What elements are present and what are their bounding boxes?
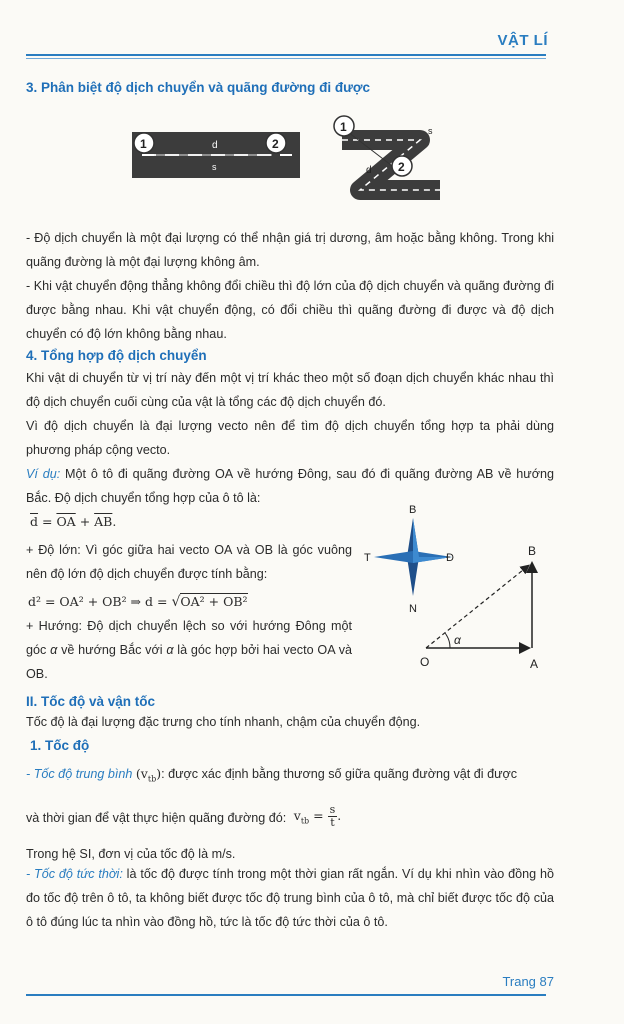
example-label: Ví dụ: [26,467,61,481]
vec-ab: $\overline{AB}$ [94,514,113,529]
avg-sym-v: (v [135,766,148,781]
section-4-para-1: Khi vật di chuyển từ vị trí này đến một vị trí khác theo một số đoạn dịch chuyển khác nhau thì độ dịch chuyển cuối cùng của vật là tổng các độ dịch chuyển đó. [26,371,554,409]
compass-east: Đ [446,552,454,564]
subsection-1-title: 1. Tốc độ [30,738,90,753]
example-text: Một ô tô đi quãng đường OA về hướng Đông, sau đó đi quãng đường AB về hướng Bắc. Độ dịch chuyển tổng hợp của ô tô là: [26,467,555,505]
avg-speed-text: : được xác định bằng thương số giữa quãng đường vật đi được [161,767,518,781]
alpha-1: α [50,643,58,657]
avg-speed-formula-line [26,804,554,834]
magnitude-paragraph: + Độ lớn: Vì góc giữa hai vecto OA và OB là góc vuông nên độ lớn độ dịch chuyển được tính bằng: [26,543,352,581]
direction-b: về hướng Bắc với [57,643,167,657]
pin-1-straight-label: 1 [140,137,147,151]
compass-rose [374,518,452,596]
pin-2-zigzag-label: 2 [398,160,405,174]
avg-speed-formula: $v_{tb}$ = $\frac{s}{t}$ . [293,803,342,829]
section-4-para-2: Vì độ dịch chuyển là đại lượng vecto nên để tìm độ dịch chuyển tổng hợp ta phải dùng phương pháp cộng vecto. [26,419,554,457]
alpha-2: α [166,643,174,657]
avg-speed-line [26,762,554,792]
direction-c: là góc hợp bởi hai vecto OA và OB. [26,643,352,681]
formula-sub: tb [300,816,310,826]
direction-a: + Hướng: Độ dịch chuyển lệch so với hướng Đông một góc [26,619,352,657]
tri-alpha: α [454,633,461,647]
vec-oa: $\overline{OA}$ [56,514,76,529]
vec-d: $\overline{d}$ [30,514,39,529]
section-4-title: 4. Tổng hợp độ dịch chuyển [26,348,207,363]
avg-speed-label: - Tốc độ trung bình [26,767,133,781]
formula-left: d² = OA² + OB² ⇒ d = [28,594,172,609]
label-d-zigzag: d [366,165,372,176]
label-d-straight: d [212,140,218,151]
subject-title: VẬT LÍ [497,32,548,49]
direction-paragraph [26,614,352,686]
compass-west: T [364,552,371,564]
footer-rule [26,994,546,996]
avg-speed-symbol [135,766,162,784]
inst-speed-paragraph [26,862,554,934]
unit-text: Trong hệ SI, đơn vị của tốc độ là m/s. [26,847,236,861]
vector-diagram [362,500,562,685]
compass-south: N [409,603,417,615]
formula-root: OA² + OB² [180,594,248,609]
pin-1-zigzag-label: 1 [340,120,347,134]
label-s-zigzag: s [428,126,433,136]
frac-den: t [330,816,335,829]
inst-speed-label: - Tốc độ tức thời: [26,867,123,881]
frac-num: s [329,803,336,816]
section-ii-title: II. Tốc độ và vận tốc [26,694,156,709]
compass-north: B [409,504,417,516]
avg-sym-sub: tb [147,774,157,784]
road-figures [120,110,460,210]
section-3-para-2: - Khi vật chuyển động thẳng không đổi chiều thì độ lớn của độ dịch chuyển và quãng đường đi được bằng nhau. Khi vật chuyển động, có đổi chiều thì quãng đường đi được và độ dịch chuyển có độ lớn không bằng nhau. [26,279,554,341]
tri-b: B [528,544,537,558]
tri-o: O [420,655,430,669]
angle-arc [445,633,450,648]
header-rule-thin [26,58,546,59]
vector-ob [426,566,528,648]
section-ii-intro: Tốc độ là đại lượng đặc trưng cho tính nhanh, chậm của chuyển động. [26,715,421,729]
page-number: Trang 87 [502,974,554,989]
section-3-title: 3. Phân biệt độ dịch chuyển và quãng đường đi được [26,80,371,95]
tri-a: A [530,657,539,671]
avg-speed-text-2: và thời gian để vật thực hiện quãng đường đó: [26,811,287,826]
header-rule [26,54,546,56]
section-3-para-1: - Độ dịch chuyển là một đại lượng có thể nhận giá trị dương, âm hoặc bằng không. Trong khi quãng đường là một đại lượng không âm. [26,231,554,269]
label-s-straight: s [212,162,217,172]
inst-speed-text: là tốc độ được tính trong một thời gian rất ngắn. Ví dụ khi nhìn vào đồng hồ đo tốc độ trên ô tô, ta không biết được tốc độ trung bình của ô tô, mà chỉ biết được tốc độ của ô tô đúng lúc ta nhìn vào đồng hồ, tức là tốc độ tức thời của ô tô. [26,867,554,929]
magnitude-formula: d² = OA² + OB² ⇒ d = √OA² + OB² [28,594,248,610]
vector-sum: $\overline{d} = \overline{OA} + \overline{AB}$. [30,514,117,529]
avg-sym-close: ) [156,766,162,781]
pin-2-straight-label: 2 [272,137,279,151]
